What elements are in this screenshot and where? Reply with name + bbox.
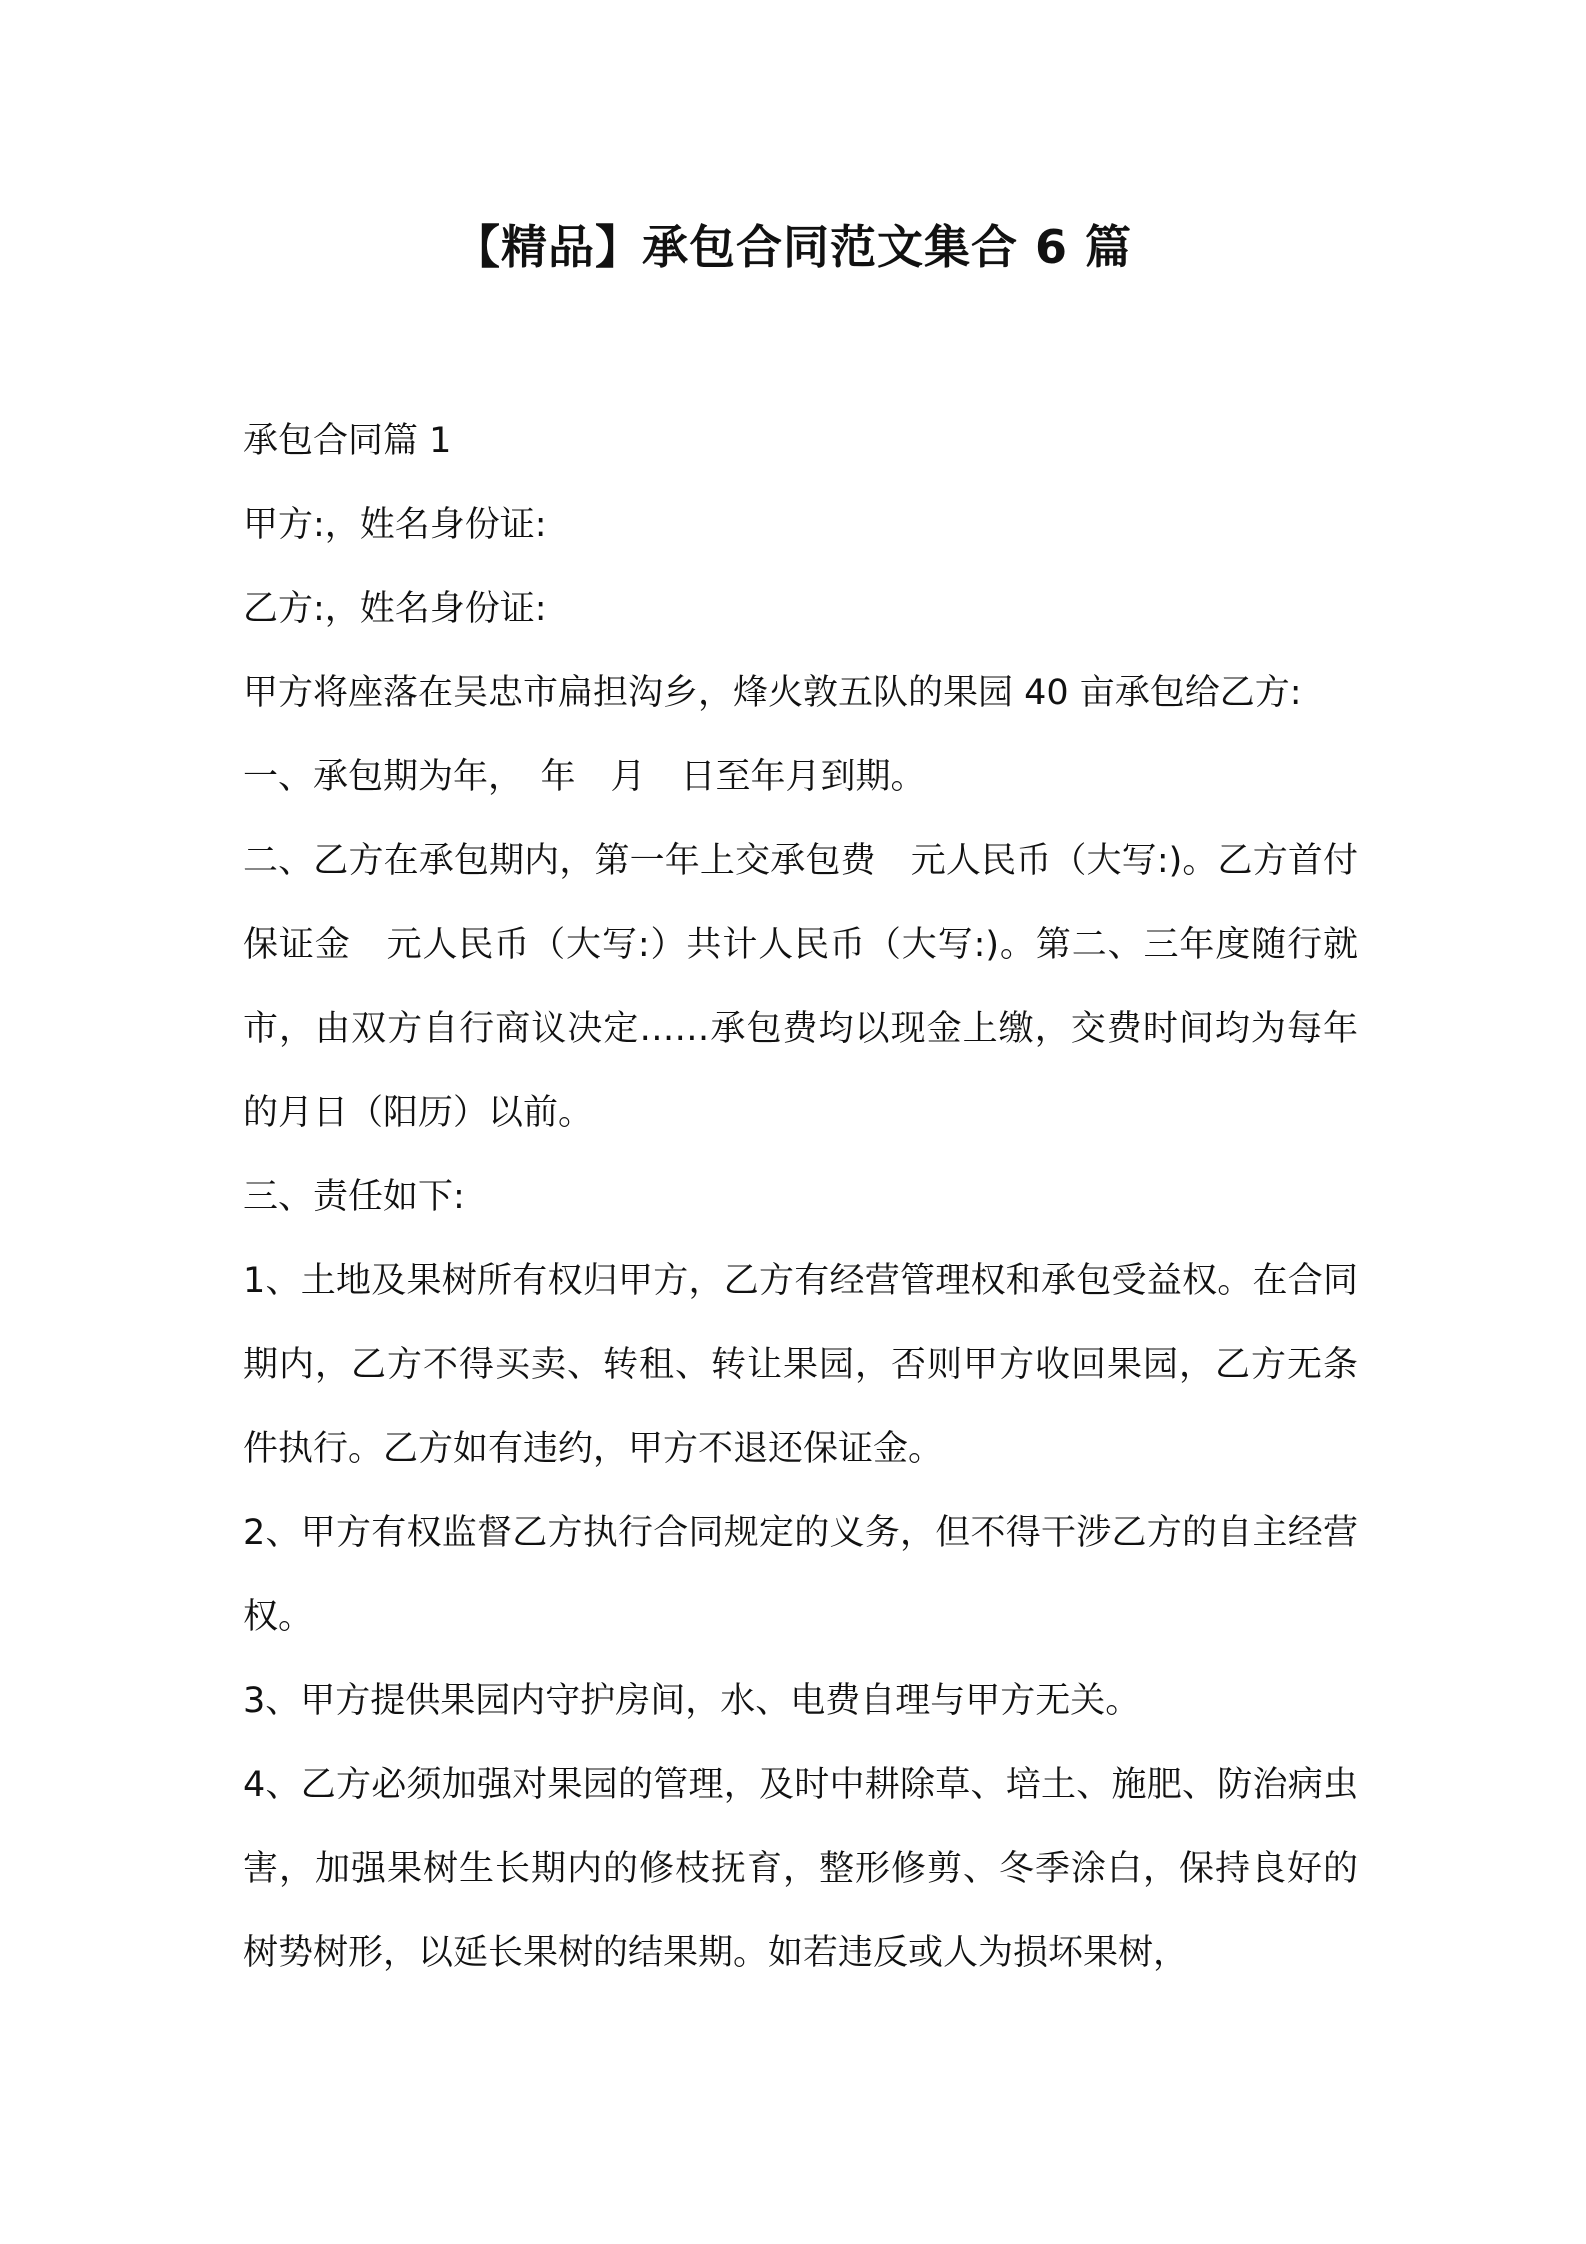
clause-item-1: 1、土地及果树所有权归甲方，乙方有经营管理权和承包受益权。在合同期内，乙方不得买卖、转租、转让果园，否则甲方收回果园，乙方无条件执行。乙方如有违约，甲方不退还保证金。 [243, 1261, 1358, 1469]
clause-item-3: 3、甲方提供果园内守护房间，水、电费自理与甲方无关。 [243, 1681, 1141, 1721]
clause-term: 一、承包期为年， 年 月 日至年月到期。 [243, 757, 926, 797]
document-body [243, 399, 1358, 1995]
clause-item-2: 2、甲方有权监督乙方执行合同规定的义务，但不得干涉乙方的自主经营权。 [243, 1513, 1358, 1637]
section-heading: 承包合同篇 1 [243, 421, 452, 461]
party-b-line: 乙方:，姓名身份证: [243, 589, 547, 629]
clause-item-4: 4、乙方必须加强对果园的管理，及时中耕除草、培土、施肥、防治病虫害，加强果树生长期内的修枝抚育，整形修剪、冬季涂白，保持良好的树势树形，以延长果树的结果期。如若违反或人为损坏果树， [243, 1765, 1358, 1973]
clause-fee: 二、乙方在承包期内，第一年上交承包费 元人民币（大写:)。乙方首付保证金 元人民币（大写:）共计人民币（大写:)。第二、三年度随行就市，由双方自行商议决定……承包费均以现金上缴，交费时间均为每年的月日（阳历）以前。 [243, 841, 1358, 1133]
document-title: 【精品】承包合同范文集合 6 篇 [453, 220, 1133, 274]
party-a-line: 甲方:，姓名身份证: [243, 505, 547, 545]
contract-intro-paragraph: 甲方将座落在吴忠市扁担沟乡，烽火敦五队的果园 40 亩承包给乙方: [243, 673, 1302, 713]
clause-responsibilities-heading: 三、责任如下: [243, 1177, 465, 1217]
